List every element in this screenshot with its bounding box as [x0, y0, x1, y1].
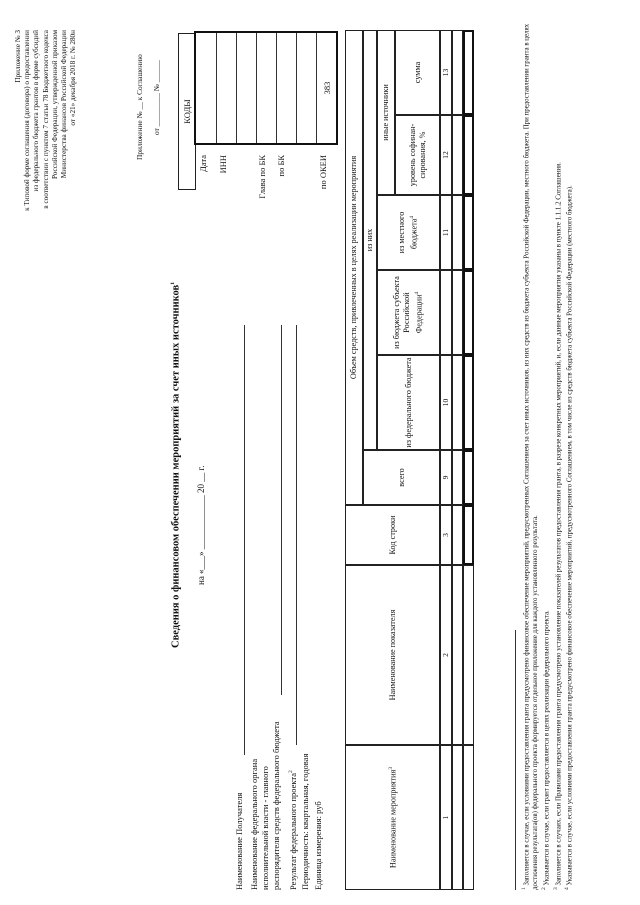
table-cell[interactable] — [463, 270, 474, 355]
table-cell[interactable] — [452, 30, 463, 115]
code-cell-spacer — [236, 33, 257, 143]
recipient-input-line[interactable] — [244, 325, 245, 755]
header-other-sources: иные источники — [377, 30, 395, 195]
header-federal: из федерального бюджета — [377, 355, 440, 450]
code-cell-spacer2 — [296, 33, 317, 143]
federal-body-input-line[interactable] — [281, 325, 282, 695]
table-cell[interactable] — [463, 450, 474, 505]
table-cell[interactable] — [463, 745, 474, 890]
code-cell-inn[interactable] — [216, 33, 237, 143]
footnote — [552, 20, 563, 890]
appendix-line: из федерального бюджета грантов в форме субсидий — [32, 30, 41, 192]
appendix-line: к Типовой форме соглашения (договора) о предоставлении — [23, 30, 32, 211]
footnote-divider — [515, 630, 516, 890]
table-cell[interactable] — [452, 355, 463, 450]
col-number: 2 — [440, 565, 452, 745]
table-cell[interactable] — [463, 505, 474, 565]
title-text: Сведения о финансовом обеспечении мероприятий за счет иных источников — [170, 284, 182, 648]
label-federal-body-1: Наименование федерального органа — [249, 758, 259, 890]
col-number: 9 — [440, 450, 452, 505]
document-title — [170, 185, 182, 745]
regional-footnote-mark: 4 — [414, 291, 421, 295]
label-inn: ИНН — [218, 155, 228, 174]
table-cell[interactable] — [452, 565, 463, 745]
title-footnote-mark: 1 — [170, 282, 176, 285]
table-cell[interactable] — [463, 115, 474, 195]
table-cell[interactable] — [452, 195, 463, 270]
code-cell-glava[interactable] — [256, 33, 277, 143]
codes-box — [194, 31, 338, 145]
header-local — [377, 195, 440, 270]
table-cell[interactable] — [452, 450, 463, 505]
footnote — [563, 20, 574, 890]
footnotes — [520, 20, 575, 890]
footnote-text: Заполняется в случае, если условиями предоставления гранта предусмотрено финансовое обеспечение мероприятий, предусмотренных Соглашением за счет иных источников, из них средств из бюджета субъекта Российской Федерации, местного бюджета. При предоставлении гранта в целях достижения результата(ов) федерального проекта формируется отдельное приложение для каждого установленного результата. — [523, 23, 540, 890]
activity-footnote-mark: 3 — [388, 766, 395, 770]
header-cofinancing: уровень софинан-сирования, % — [395, 115, 440, 195]
appendix-line: в соответствии с пунктом 7 статьи 78 Бюджетного кодекса — [41, 30, 50, 209]
footnote-text: Указывается в случае, если условиями предоставления гранта предусмотрено финансовое обеспечение мероприятий, предусмотренного Соглашением, в том числе из средств бюджета субъекта Российской Федерации (местного бюджета). — [566, 185, 574, 886]
header-activity-text: Наименование мероприятия — [388, 769, 398, 869]
appendix-line: Приложение № 3 — [14, 30, 22, 83]
footnote-mark: 2 — [541, 887, 548, 890]
header-row-code: Код строки — [345, 505, 440, 565]
label-unit: Единица измерения: руб — [313, 801, 323, 890]
col-number: 13 — [440, 30, 452, 115]
agreement-reference: Приложение № __ к Соглашению — [135, 54, 144, 160]
label-glava-bk: Глава по БК — [257, 155, 267, 199]
label-federal-body-2: исполнительной власти - главного — [260, 766, 270, 890]
col-number: 12 — [440, 115, 452, 195]
col-number: 1 — [440, 745, 452, 890]
label-project-text: Результат федерального проекта — [287, 772, 298, 890]
footnote-mark: 4 — [564, 887, 571, 890]
label-periodicity: Периодичность: квартальная, годовая — [300, 753, 310, 890]
agreement-reference-date: от _________ № ______ — [152, 60, 161, 135]
project-footnote-mark: 2 — [288, 770, 294, 773]
table-cell[interactable] — [463, 30, 474, 115]
footnote — [540, 20, 551, 890]
footnote-text: Указывается в случае, если грант предоставляется в целях реализации федерального проекта. — [543, 610, 551, 886]
header-total: всего — [363, 450, 440, 505]
label-date: Дата — [198, 155, 208, 172]
okei-code-value: 383 — [316, 33, 337, 143]
header-regional-text: из бюджета субъекта Российской Федерации — [392, 276, 424, 349]
appendix-line: Министерства финансов Российской Федерации — [60, 30, 69, 179]
appendix-line: Российской Федерации, утвержденной приказом — [50, 30, 59, 180]
table-cell[interactable] — [452, 505, 463, 565]
header-volume: Объем средств, привлеченных в целях реализации мероприятия — [345, 30, 363, 505]
local-footnote-mark: 4 — [409, 215, 416, 219]
col-number — [440, 270, 452, 355]
col-number: 10 — [440, 355, 452, 450]
col-number: 11 — [440, 195, 452, 270]
project-input-line[interactable] — [296, 325, 297, 745]
label-bk: по БК — [276, 155, 286, 177]
financing-table — [345, 30, 485, 890]
header-indicator: Наименование показателя — [345, 565, 440, 745]
footnote-mark: 1 — [521, 887, 527, 890]
label-project — [286, 770, 299, 890]
table-cell[interactable] — [452, 115, 463, 195]
table-cell[interactable] — [452, 270, 463, 355]
appendix-header — [14, 30, 78, 345]
code-cell-bk[interactable] — [276, 33, 297, 143]
header-of-which: из них — [363, 30, 377, 450]
label-okei: по ОКЕИ — [318, 155, 328, 190]
footnote — [520, 20, 540, 890]
label-federal-body-3: распорядителя средств федерального бюджета — [271, 721, 281, 890]
table-cell[interactable] — [463, 195, 474, 270]
header-regional — [377, 270, 440, 355]
codes-header: КОДЫ — [178, 33, 196, 190]
table-cell[interactable] — [463, 355, 474, 450]
header-sum: сумма — [395, 30, 440, 115]
header-local-text: из местного бюджета — [397, 211, 419, 254]
report-date-line: на «___» ____________ 20 __ г. — [196, 465, 206, 585]
appendix-line: от «21» декабря 2018 г. № 280н — [69, 30, 78, 126]
col-number: 3 — [440, 505, 452, 565]
table-cell[interactable] — [452, 745, 463, 890]
footnote-mark: 3 — [552, 887, 559, 890]
table-cell[interactable] — [463, 565, 474, 745]
footnote-text: Заполняется в случаях, если Правилами предоставления гранта предусмотрено установление показателей результатов предоставления гранта, в разрезе конкретных мероприятий, и, если данные мероприятия указаны в пункте 1.1.1.2 Соглашения. — [555, 162, 563, 886]
label-recipient: Наименование Получателя — [234, 792, 244, 890]
header-activity — [345, 745, 440, 890]
